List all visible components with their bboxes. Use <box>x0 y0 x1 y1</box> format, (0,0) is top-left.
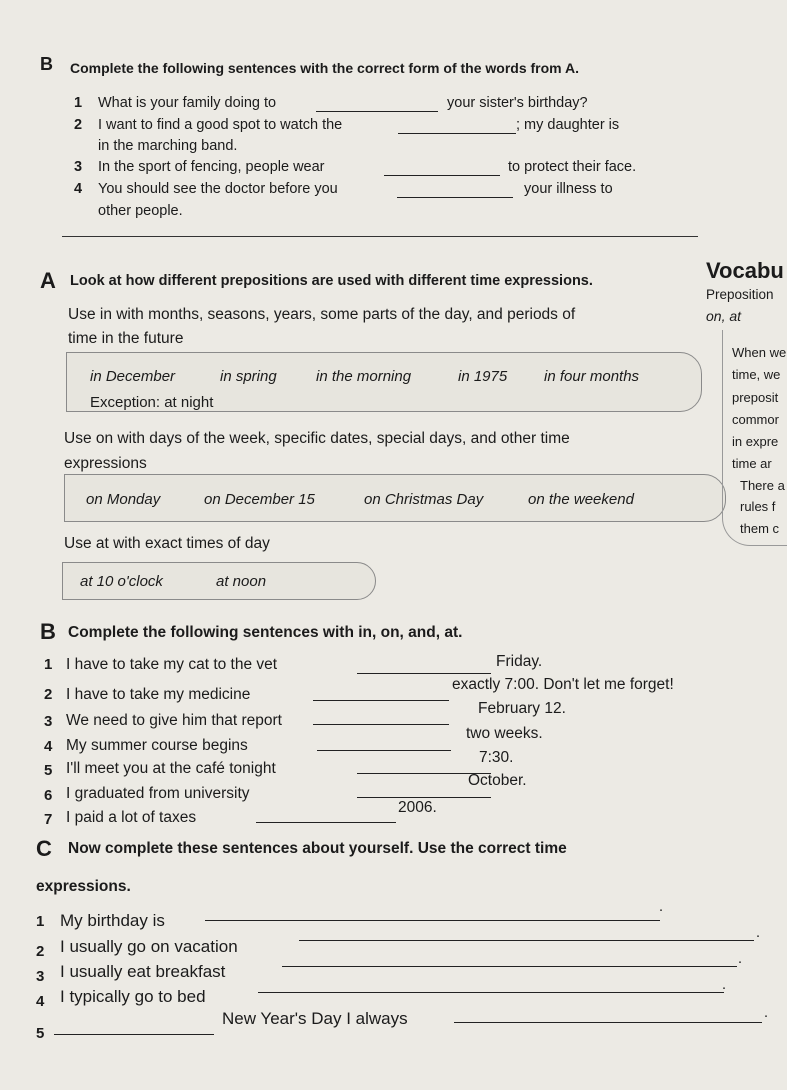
b-item-4-num: 4 <box>44 738 53 755</box>
b-item-4-before: My summer course begins <box>66 737 248 754</box>
b-item-4-blank[interactable] <box>317 750 451 751</box>
on-rule-line1: Use on with days of the week, specific dates, special days, and other time <box>64 430 570 447</box>
in-example-3: in the morning <box>316 368 412 385</box>
section-c-instruction-line2: expressions. <box>36 878 131 895</box>
b-item-3-num: 3 <box>44 713 53 730</box>
in-example-4: in 1975 <box>458 368 508 385</box>
b-item-6-before: I graduated from university <box>66 785 250 802</box>
vocab-words: on, at <box>706 308 742 324</box>
c-item-1-end: . <box>659 899 664 915</box>
c-item-4-text: I typically go to bed <box>60 987 206 1006</box>
vocab-line-4: commor <box>732 412 779 427</box>
b-item-2-blank[interactable] <box>313 700 449 701</box>
at-example-1: at 10 o'clock <box>80 573 163 590</box>
top-item-2-num: 2 <box>74 117 83 133</box>
b-item-7-after: 2006. <box>398 799 437 816</box>
top-item-1-num: 1 <box>74 95 83 111</box>
b-item-3-before: We need to give him that report <box>66 712 282 729</box>
section-b-letter: B <box>40 619 56 644</box>
b-item-5-num: 5 <box>44 762 53 779</box>
c-item-1-text: My birthday is <box>60 911 165 930</box>
on-example-1: on Monday <box>86 491 161 508</box>
top-item-3-after: to protect their face. <box>508 159 637 175</box>
on-example-4: on the weekend <box>528 491 634 508</box>
c-item-3-blank[interactable] <box>282 966 737 967</box>
c-item-3-num: 3 <box>36 968 45 985</box>
top-item-4-blank[interactable] <box>397 197 513 198</box>
b-item-7-before: I paid a lot of taxes <box>66 809 197 826</box>
top-item-4-before: You should see the doctor before you <box>98 181 338 197</box>
on-rule-line2: expressions <box>64 455 147 472</box>
c-item-2-blank[interactable] <box>299 940 754 941</box>
top-item-3-blank[interactable] <box>384 175 500 176</box>
b-item-4-after: two weeks. <box>466 725 543 742</box>
b-item-3-blank[interactable] <box>313 724 449 725</box>
top-item-2-after: ; my daughter is <box>516 117 620 133</box>
section-a-letter: A <box>40 268 56 293</box>
c-item-3-text: I usually eat breakfast <box>60 962 226 981</box>
c-item-2-text: I usually go on vacation <box>60 937 238 956</box>
b-item-6-after: October. <box>468 772 527 789</box>
at-example-2: at noon <box>216 573 267 590</box>
top-item-4-num: 4 <box>74 181 83 197</box>
vocab-title: Vocabu <box>706 258 784 283</box>
section-a-instruction: Look at how different prepositions are used with different time expressions. <box>70 273 593 289</box>
vocab-line-3: preposit <box>732 390 779 405</box>
top-item-4-after: your illness to <box>524 181 613 197</box>
in-rule-line2: time in the future <box>68 330 184 347</box>
vocab-line-1: When we <box>732 345 787 360</box>
b-item-6-num: 6 <box>44 787 53 804</box>
vocab-subtitle: Preposition <box>706 287 774 302</box>
in-rule-line1: Use in with months, seasons, years, some parts of the day, and periods of <box>68 306 576 323</box>
b-item-7-blank[interactable] <box>256 822 396 823</box>
c-item-5-num: 5 <box>36 1025 45 1042</box>
section-b-instruction: Complete the following sentences with in, on, and, at. <box>68 624 463 641</box>
top-item-2-line2: in the marching band. <box>98 138 238 154</box>
c-item-4-blank[interactable] <box>258 992 724 993</box>
c-item-5-blank-end[interactable] <box>454 1022 762 1023</box>
on-example-3: on Christmas Day <box>364 491 484 508</box>
section-top-letter: B <box>40 54 53 74</box>
b-item-1-after: Friday. <box>496 653 543 670</box>
top-item-3-num: 3 <box>74 159 83 175</box>
b-item-1-before: I have to take my cat to the vet <box>66 656 278 673</box>
top-item-4-line2: other people. <box>98 203 183 219</box>
b-item-1-blank[interactable] <box>357 673 491 674</box>
c-item-1-num: 1 <box>36 913 45 930</box>
in-example-5: in four months <box>544 368 640 385</box>
b-item-1-num: 1 <box>44 656 53 673</box>
section-c-letter: C <box>36 836 52 861</box>
c-item-3-end: . <box>738 951 743 967</box>
in-example-1: in December <box>90 368 176 385</box>
c-item-5-blank-start[interactable] <box>54 1034 214 1035</box>
c-item-5-text: New Year's Day I always <box>222 1009 408 1028</box>
b-item-6-blank[interactable] <box>357 797 491 798</box>
top-item-1-before: What is your family doing to <box>98 95 277 111</box>
vocab-line-6: time ar <box>732 456 772 471</box>
b-item-2-before: I have to take my medicine <box>66 686 251 703</box>
vocab-line-7: There a <box>740 478 785 493</box>
vocab-line-2: time, we <box>732 367 781 382</box>
c-item-5-end: . <box>764 1005 769 1021</box>
b-item-5-after: 7:30. <box>479 749 514 766</box>
top-item-3-before: In the sport of fencing, people wear <box>98 159 325 175</box>
in-example-2: in spring <box>220 368 277 385</box>
top-item-1-blank[interactable] <box>316 111 438 112</box>
top-item-1-after: your sister's birthday? <box>447 95 588 111</box>
vocab-box-curve <box>722 330 787 546</box>
b-item-2-after: exactly 7:00. Don't let me forget! <box>452 676 674 693</box>
in-exception: Exception: at night <box>90 394 214 411</box>
vocab-line-5: in expre <box>732 434 779 449</box>
section-c-instruction-line1: Now complete these sentences about yourself. Use the correct time <box>68 840 567 857</box>
top-item-2-blank[interactable] <box>398 133 516 134</box>
b-item-7-num: 7 <box>44 811 53 828</box>
vocab-line-9: them c <box>740 521 780 536</box>
on-example-2: on December 15 <box>204 491 315 508</box>
c-item-4-num: 4 <box>36 993 45 1010</box>
section-top-instruction: Complete the following sentences with the correct form of the words from A. <box>70 60 579 76</box>
b-item-2-num: 2 <box>44 686 53 703</box>
c-item-2-end: . <box>756 925 761 941</box>
b-item-3-after: February 12. <box>478 700 566 717</box>
top-item-2-before: I want to find a good spot to watch the <box>98 117 343 133</box>
vocab-line-8: rules f <box>740 499 776 514</box>
b-item-5-before: I'll meet you at the café tonight <box>66 760 276 777</box>
c-item-4-end: . <box>722 977 727 993</box>
section-divider <box>62 236 698 237</box>
c-item-1-blank[interactable] <box>205 920 660 921</box>
at-rule: Use at with exact times of day <box>64 535 270 552</box>
c-item-2-num: 2 <box>36 943 45 960</box>
